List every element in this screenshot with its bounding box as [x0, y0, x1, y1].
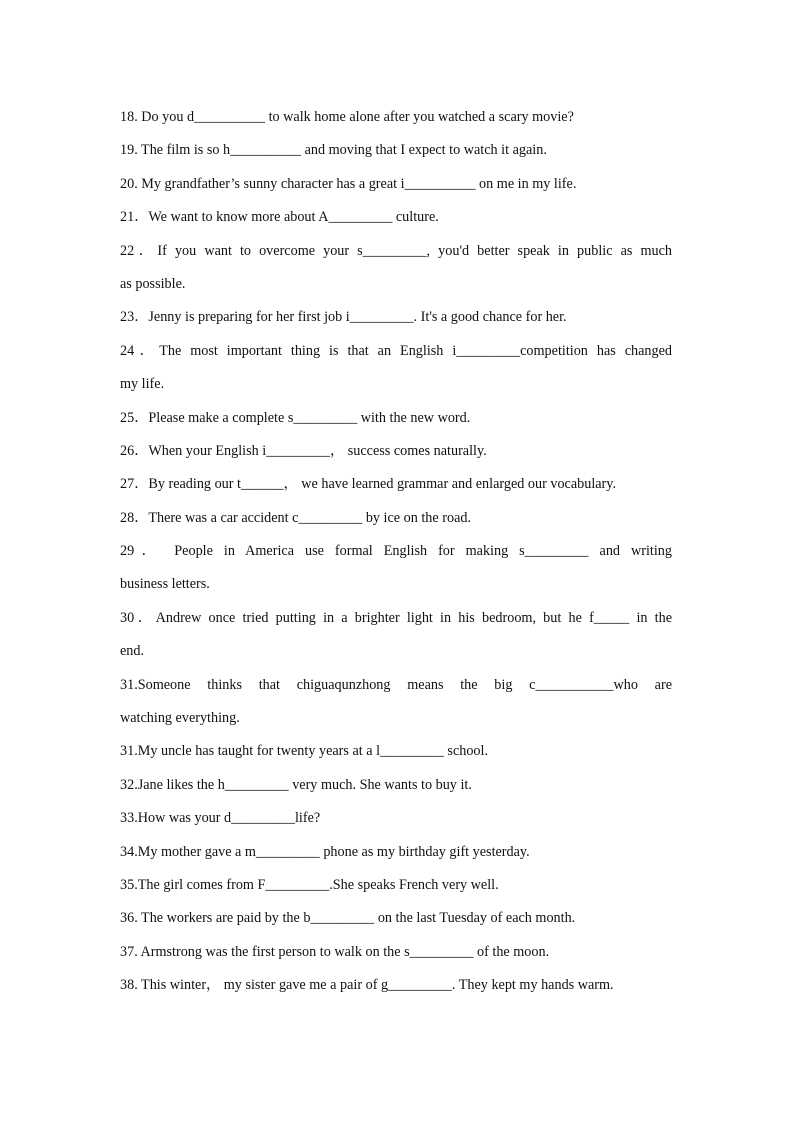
exercise-item-27: 27．By reading our t______， we have learned grammar and enlarged our vocabulary.	[120, 476, 617, 493]
exercise-item-30: 30．Andrew once tried putting in a brighter light in his bedroom, but he f_____ in the	[120, 609, 672, 626]
exercise-item-22: 22．If you want to overcome your s_________, you'd better speak in public as much	[120, 242, 672, 259]
exercise-item-23: 23．Jenny is preparing for her first job i_________. It's a good chance for her.	[120, 309, 567, 326]
exercise-item-18: 18. Do you d__________ to walk home alone after you watched a scary movie?	[120, 109, 574, 125]
exercise-item-34: 34.My mother gave a m_________ phone as my birthday gift yesterday.	[120, 843, 530, 860]
exercise-item-31a-continued: watching everything.	[120, 710, 240, 727]
exercise-item-20: 20. My grandfather’s sunny character has a great i__________ on me in my life.	[120, 175, 577, 192]
exercise-item-19: 19. The film is so h__________ and moving that I expect to watch it again.	[120, 142, 547, 159]
exercise-item-31b: 31.My uncle has taught for twenty years at a l_________ school.	[120, 743, 489, 760]
exercise-item-25: 25．Please make a complete s_________ with the new word.	[120, 409, 471, 426]
exercise-item-21: 21．We want to know more about A_________ culture.	[120, 209, 439, 226]
exercise-list	[120, 101, 672, 1003]
exercise-item-38: 38. This winter， my sister gave me a pair of g_________. They kept my hands warm.	[120, 977, 614, 994]
exercise-item-30-continued: end.	[120, 643, 145, 660]
exercise-item-24-continued: my life.	[120, 376, 165, 393]
exercise-item-29: 29． People in America use formal English for making s_________ and writing	[120, 543, 672, 560]
exercise-item-29-continued: business letters.	[120, 576, 210, 593]
exercise-item-26: 26．When your English i_________， success comes naturally.	[120, 442, 487, 459]
exercise-item-22-continued: as possible.	[120, 275, 186, 292]
exercise-item-36: 36. The workers are paid by the b_________ on the last Tuesday of each month.	[120, 910, 576, 927]
exercise-item-35: 35.The girl comes from F_________.She speaks French very well.	[120, 876, 499, 893]
exercise-item-32: 32.Jane likes the h_________ very much. She wants to buy it.	[120, 776, 472, 793]
exercise-item-31a: 31.Someone thinks that chiguaqunzhong means the big c___________who are	[120, 676, 672, 693]
exercise-item-33: 33.How was your d_________life?	[120, 810, 321, 827]
exercise-item-37: 37. Armstrong was the first person to walk on the s_________ of the moon.	[120, 943, 550, 960]
exercise-item-24: 24．The most important thing is that an English i_________competition has changed	[120, 342, 672, 359]
exercise-item-28: 28．There was a car accident c_________ by ice on the road.	[120, 509, 472, 526]
